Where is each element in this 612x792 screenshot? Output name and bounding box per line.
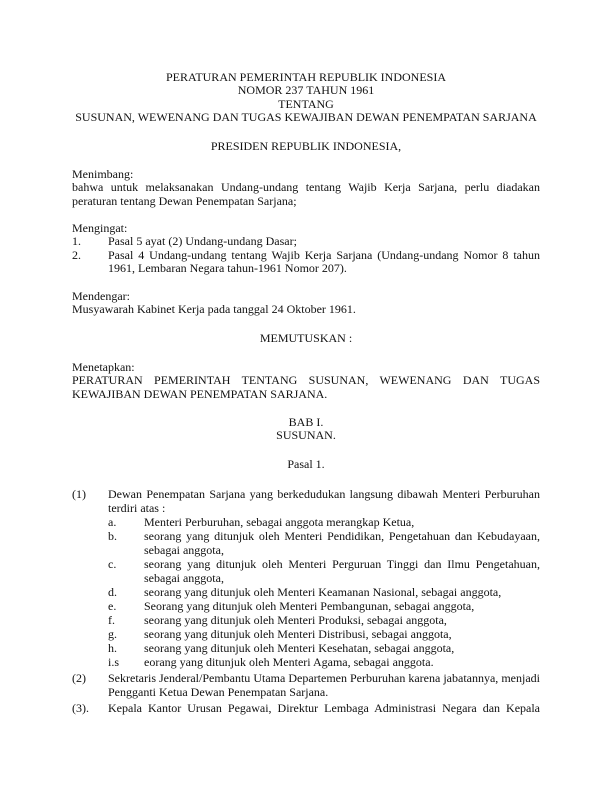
clause [72,701,540,715]
clause-number: (3). [72,701,89,715]
clause-text: Sekretaris Jenderal/Pembantu Utama Departemen Perburuhan karena jabatannya, menjadi Pengganti Ketua Dewan Penempatan Sarjana. [108,671,540,699]
sub-item-text: seorang yang ditunjuk oleh Menteri Kesehatan, sebagai anggota, [144,641,455,655]
section-heading: Menetapkan: [72,360,135,374]
title-line: SUSUNAN, WEWENANG DAN TUGAS KEWAJIBAN DEWAN PENEMPATAN SARJANA [75,110,537,125]
sub-item [108,529,540,557]
sub-item-letter: c. [108,557,117,571]
sub-item [108,599,540,613]
clause-number: (2) [72,671,86,685]
list-item [72,235,540,248]
sub-item-letter: g. [108,627,117,641]
section-heading: Mendengar: [72,289,130,303]
title-line: PERATURAN PEMERINTAH REPUBLIK INDONESIA [165,70,447,84]
list-item [72,249,540,276]
item-number: 1. [72,234,81,249]
sub-item-text: Menteri Perburuhan, sebagai anggota merangkap Ketua, [144,515,415,529]
sub-item-letter: i.s [108,655,120,669]
sub-item [108,655,540,669]
chapter-heading [72,416,540,443]
sub-item-text: seorang yang ditunjuk oleh Menteri Produksi, sebagai anggota, [144,613,447,627]
sub-item [108,557,540,585]
item-text: Pasal 5 ayat (2) Undang-undang Dasar; [108,234,297,249]
article-heading: Pasal 1. [287,457,325,471]
clause [72,487,540,669]
sub-item-text: seorang yang ditunjuk oleh Menteri Distribusi, sebagai anggota, [144,627,452,641]
document-title [72,71,540,125]
sub-item-letter: a. [108,515,117,529]
chapter-label: BAB I. [288,415,324,429]
sub-item-letter: b. [108,529,117,543]
sub-item-letter: e. [108,599,117,613]
memutuskan-heading: MEMUTUSKAN : [259,331,353,345]
menimbang-section [72,168,540,208]
item-text: Pasal 4 Undang-undang tentang Wajib Kerja Sarjana (Undang-undang Nomor 8 tahun 1961, Lembaran Negara tahun-1961 Nomor 207). [108,247,540,276]
mendengar-section [72,290,540,317]
sub-item [108,613,540,627]
section-heading: Mengingat: [72,221,128,235]
chapter-title: SUSUNAN. [276,428,336,443]
sub-item-letter: h. [108,641,117,655]
clause-list [72,487,540,715]
sub-item [108,641,540,655]
clause-text: Dewan Penempatan Sarjana yang berkedudukan langsung dibawah Menteri Perburuhan terdiri atas : [108,487,540,515]
sub-item-letter: f. [108,613,115,627]
sub-item-letter: d. [108,585,117,599]
sub-item-text: eorang yang ditunjuk oleh Menteri Agama, sebagai anggota. [144,655,434,669]
title-line: TENTANG [278,96,334,111]
sub-item [108,585,540,599]
clause-text: Kepala Kantor Urusan Pegawai, Direktur Lembaga Administrasi Negara dan Kepala [108,701,540,715]
sub-item [108,515,540,529]
sub-item-text: seorang yang ditunjuk oleh Menteri Keamanan Nasional, sebagai anggota, [144,585,502,599]
menetapkan-section [72,361,540,401]
sub-item-text: Seorang yang ditunjuk oleh Menteri Pembangunan, sebagai anggota, [144,599,475,613]
section-text: bahwa untuk melaksanakan Undang-undang tentang Wajib Kerja Sarjana, perlu diadakan peraturan tentang Dewan Penempatan Sarjana; [72,180,540,208]
mengingat-section [72,222,540,276]
sub-item-text: seorang yang ditunjuk oleh Menteri Pendidikan, Pengetahuan dan Kebudayaan, sebagai anggota, [144,529,540,557]
title-line: NOMOR 237 TAHUN 1961 [237,83,375,98]
sub-item-text: seorang yang ditunjuk oleh Menteri Perguruan Tinggi dan Ilmu Pengetahuan, sebagai anggota, [144,557,540,585]
clause [72,671,540,699]
section-heading: Menimbang: [72,167,134,181]
section-text: Musyawarah Kabinet Kerja pada tanggal 24 Oktober 1961. [72,302,356,317]
section-text: PERATURAN PEMERINTAH TENTANG SUSUNAN, WEWENANG DAN TUGAS KEWAJIBAN DEWAN PENEMPATAN SARJANA. [72,373,540,401]
sub-item [108,627,540,641]
clause-number: (1) [72,487,86,501]
president-heading: PRESIDEN REPUBLIK INDONESIA, [210,139,402,153]
item-number: 2. [72,247,81,262]
